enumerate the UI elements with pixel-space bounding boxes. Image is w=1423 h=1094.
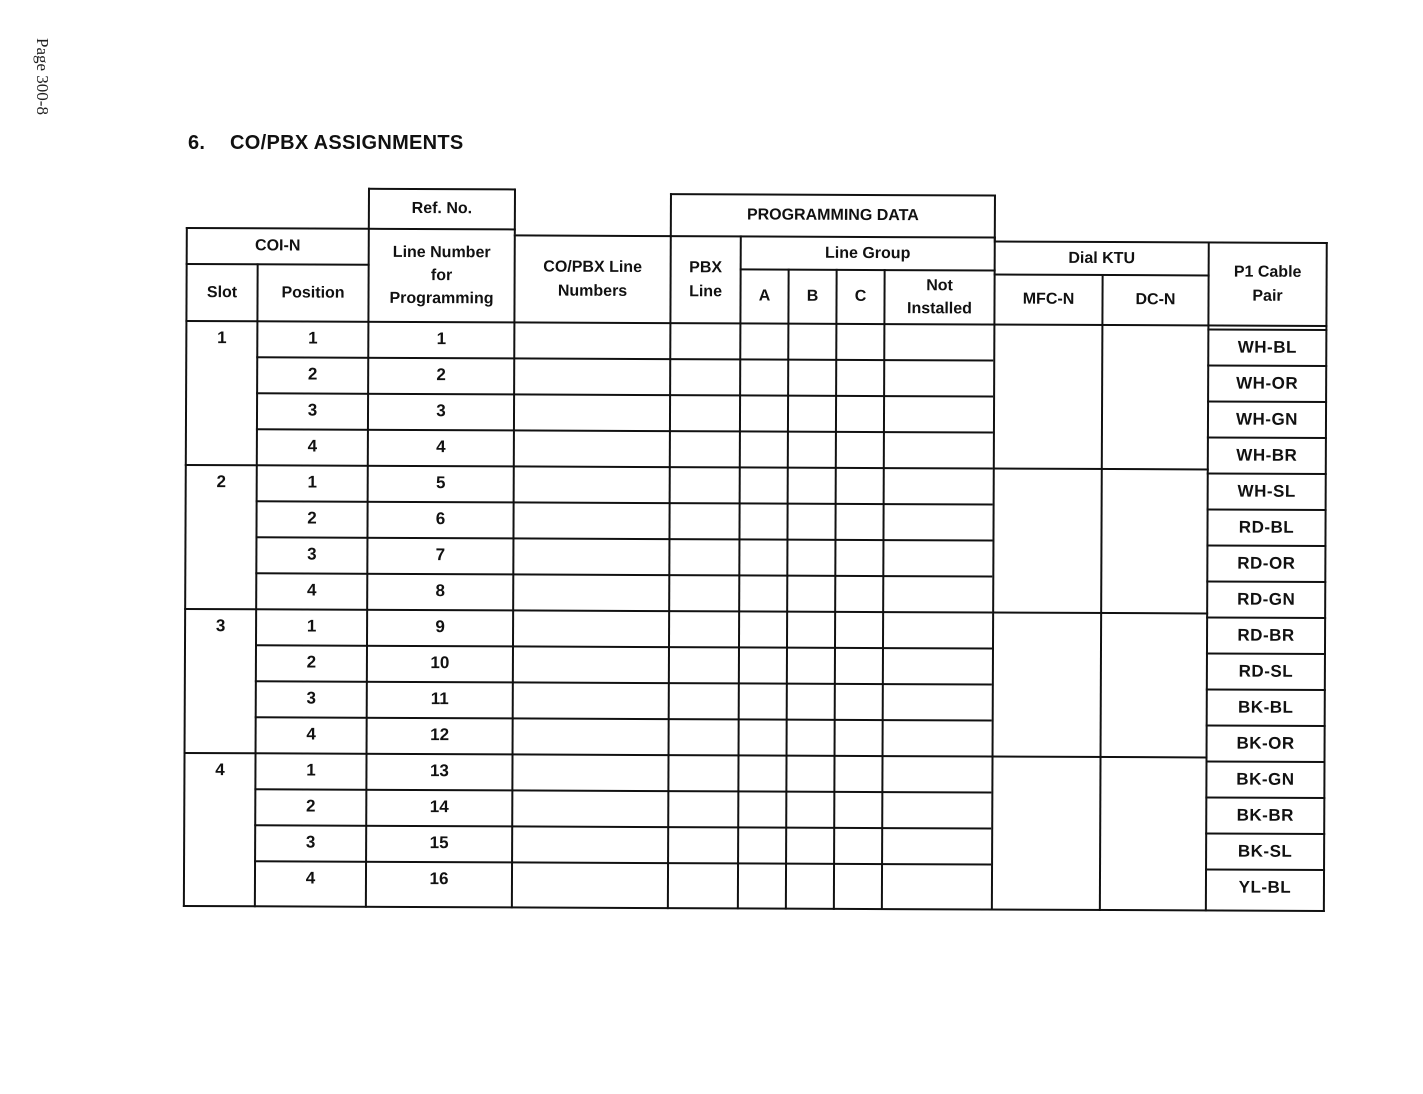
p1-cable-pair-header: P1 Cable Pair: [1233, 263, 1302, 305]
line-number-cell: 3: [436, 401, 446, 421]
cable-pair-cell: BK-OR: [1236, 733, 1295, 753]
mfc-n-header: MFC-N: [1022, 291, 1075, 309]
section-number: 6.: [188, 132, 206, 154]
slot-cell: 1: [217, 328, 227, 348]
position-cell: 1: [308, 328, 318, 348]
line-number-cell: 8: [435, 581, 446, 601]
position-cell: 3: [306, 688, 317, 708]
position-cell: 2: [306, 796, 316, 816]
slot-cell: 2: [216, 472, 226, 492]
position-cell: 3: [307, 544, 317, 564]
not-installed-header: Not Installed: [906, 277, 972, 318]
line-number-cell: 10: [430, 653, 450, 673]
line-group-header: Line Group: [825, 244, 911, 263]
position-cell: 2: [307, 364, 318, 384]
slot-cell: 4: [215, 760, 225, 780]
cable-pair-cell: RD-SL: [1238, 661, 1294, 681]
cable-pair-cell: WH-BR: [1236, 445, 1298, 465]
position-cell: 3: [307, 400, 318, 420]
position-cell: 2: [307, 508, 317, 528]
line-group-b-header: B: [806, 288, 819, 306]
position-cell: 4: [307, 436, 318, 456]
cable-pair-cell: BK-GN: [1236, 769, 1295, 789]
line-number-cell: 1: [436, 329, 447, 349]
cable-pair-cell: RD-BL: [1238, 517, 1295, 537]
position-cell: 4: [306, 580, 317, 600]
dial-ktu-header: Dial KTU: [1068, 249, 1136, 268]
cable-pair-cell: WH-OR: [1236, 373, 1299, 393]
position-cell: 1: [306, 760, 316, 780]
cable-pair-cell: RD-GN: [1237, 589, 1296, 609]
page-label: Page 300-8: [33, 38, 52, 115]
line-group-c-header: C: [854, 288, 867, 306]
section-title-text: CO/PBX ASSIGNMENTS: [230, 132, 464, 154]
cable-pair-cell: BK-SL: [1237, 841, 1293, 861]
slot-cell: 3: [215, 616, 226, 636]
position-cell: 1: [306, 616, 317, 636]
position-cell: 2: [306, 652, 317, 672]
cable-pair-cell: WH-SL: [1237, 481, 1296, 501]
position-cell: 1: [307, 472, 317, 492]
slot-header: Slot: [206, 283, 238, 302]
line-number-cell: 14: [429, 797, 449, 817]
line-number-cell: 2: [436, 365, 446, 385]
cable-pair-cell: BK-BR: [1236, 805, 1294, 825]
line-number-cell: 4: [436, 437, 446, 457]
position-cell: 4: [305, 868, 316, 888]
line-number-cell: 16: [429, 869, 449, 889]
position-header: Position: [281, 284, 345, 302]
line-number-cell: 6: [435, 509, 446, 529]
co-pbx-assignments-table: [183, 187, 1328, 912]
position-cell: 4: [306, 724, 316, 744]
section-title: [188, 132, 464, 155]
line-number-cell: 7: [435, 545, 446, 565]
line-number-cell: 13: [429, 761, 449, 781]
cable-pair-cell: WH-BL: [1237, 337, 1297, 357]
line-number-cell: 12: [430, 725, 450, 745]
programming-data-header: PROGRAMMING DATA: [746, 206, 919, 225]
cable-pair-cell: RD-OR: [1237, 553, 1296, 573]
line-number-cell: 9: [435, 617, 445, 637]
position-cell: 3: [305, 832, 316, 852]
coi-n-header: COI-N: [255, 237, 301, 255]
co-pbx-line-numbers-header: CO/PBX Line Numbers: [543, 258, 643, 300]
ref-no-header: Ref. No.: [411, 200, 473, 218]
cable-pair-cell: WH-GN: [1235, 409, 1299, 429]
cable-pair-cell: BK-BL: [1237, 697, 1294, 717]
dc-n-header: DC-N: [1135, 291, 1176, 309]
line-number-cell: 5: [435, 473, 446, 493]
pbx-line-header: PBX Line: [689, 259, 723, 300]
line-number-header: Line Number for Programming: [389, 243, 494, 308]
line-group-a-header: A: [758, 287, 771, 305]
cable-pair-cell: YL-BL: [1238, 877, 1292, 897]
line-number-cell: 11: [430, 689, 449, 709]
line-number-cell: 15: [429, 833, 449, 853]
cable-pair-cell: RD-BR: [1237, 625, 1295, 645]
